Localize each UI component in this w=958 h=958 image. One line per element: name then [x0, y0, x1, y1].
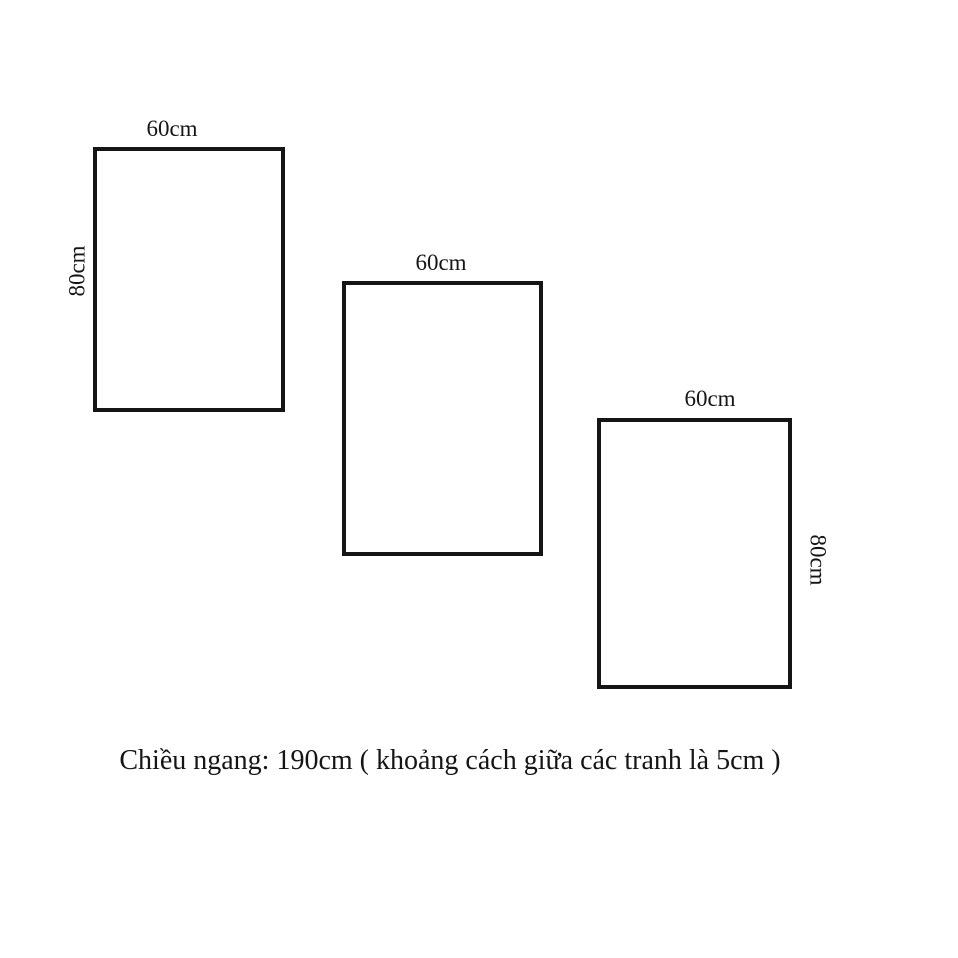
frame-left-rectangle: [93, 147, 285, 412]
frame-right-height-label: 80cm: [805, 534, 831, 586]
frame-middle-rectangle: [342, 281, 543, 556]
frame-right-width-label: 60cm: [684, 386, 736, 411]
frame-right-rectangle: [597, 418, 792, 689]
total-width-caption: Chiều ngang: 190cm ( khoảng cách giữa các tranh là 5cm ): [119, 745, 781, 776]
frame-middle-width-label: 60cm: [415, 250, 467, 275]
frame-left-height-label: 80cm: [64, 245, 90, 297]
frame-left-width-label: 60cm: [146, 116, 198, 141]
